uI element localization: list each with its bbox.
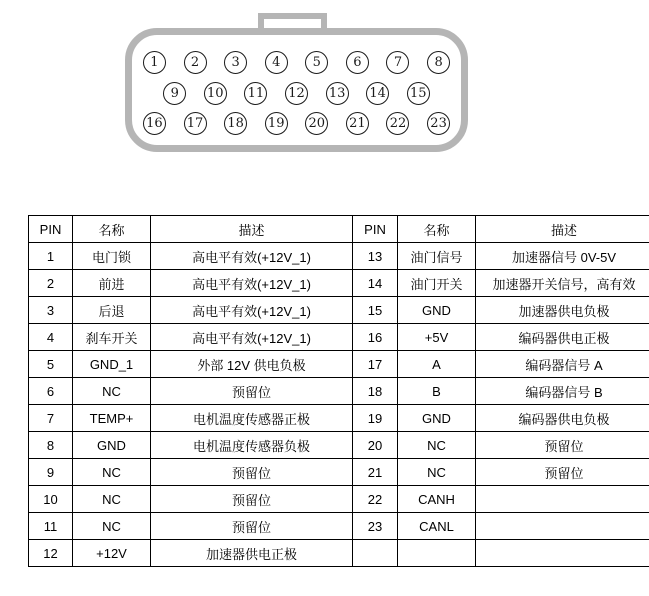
- table-cell: 加速器供电正极: [151, 540, 353, 567]
- table-cell: NC: [73, 513, 151, 540]
- table-cell: 预留位: [476, 432, 649, 459]
- table-cell: NC: [73, 459, 151, 486]
- table-cell: 16: [353, 324, 398, 351]
- header-pin-right: PIN: [353, 216, 398, 243]
- connector-diagram: [0, 0, 649, 180]
- pin-circle-11: 11: [244, 82, 267, 105]
- pin-circle-1: 1: [143, 51, 166, 74]
- table-cell: 9: [29, 459, 73, 486]
- table-cell: 14: [353, 270, 398, 297]
- table-row: [29, 351, 649, 378]
- table-cell: 23: [353, 513, 398, 540]
- table-cell: [398, 540, 476, 567]
- table-cell: NC: [73, 378, 151, 405]
- table-cell: CANH: [398, 486, 476, 513]
- table-cell: 后退: [73, 297, 151, 324]
- table-row: [29, 486, 649, 513]
- table-cell: [353, 540, 398, 567]
- table-cell: 加速器开关信号，高有效: [476, 270, 649, 297]
- table-cell: 预留位: [151, 459, 353, 486]
- table-cell: 21: [353, 459, 398, 486]
- table-cell: 3: [29, 297, 73, 324]
- table-row: [29, 297, 649, 324]
- table-cell: 5: [29, 351, 73, 378]
- table-cell: 前进: [73, 270, 151, 297]
- header-name-right: 名称: [398, 216, 476, 243]
- pinout-table: [28, 215, 649, 567]
- table-cell: 19: [353, 405, 398, 432]
- table-cell: 20: [353, 432, 398, 459]
- pin-circle-13: 13: [326, 82, 349, 105]
- pin-row-top: [132, 51, 461, 74]
- table-cell: B: [398, 378, 476, 405]
- table-row: [29, 405, 649, 432]
- table-cell: 预留位: [151, 513, 353, 540]
- table-cell: 电机温度传感器负极: [151, 432, 353, 459]
- table-cell: +12V: [73, 540, 151, 567]
- table-cell: 电机温度传感器正极: [151, 405, 353, 432]
- table-cell: GND: [73, 432, 151, 459]
- pin-circle-6: 6: [346, 51, 369, 74]
- pin-circle-4: 4: [265, 51, 288, 74]
- pin-circle-19: 19: [265, 112, 288, 135]
- table-row: [29, 432, 649, 459]
- table-cell: 预留位: [151, 378, 353, 405]
- table-row: [29, 270, 649, 297]
- table-cell: 高电平有效(+12V_1): [151, 270, 353, 297]
- table-cell: 11: [29, 513, 73, 540]
- table-cell: 13: [353, 243, 398, 270]
- header-desc-right: 描述: [476, 216, 649, 243]
- table-header-row: [29, 216, 649, 243]
- table-row: [29, 459, 649, 486]
- table-row: [29, 378, 649, 405]
- table-cell: 加速器信号 0V-5V: [476, 243, 649, 270]
- table-cell: +5V: [398, 324, 476, 351]
- table-cell: 12: [29, 540, 73, 567]
- pin-circle-8: 8: [427, 51, 450, 74]
- table-cell: 预留位: [476, 459, 649, 486]
- table-cell: 编码器信号 B: [476, 378, 649, 405]
- table-cell: NC: [398, 432, 476, 459]
- table-cell: 15: [353, 297, 398, 324]
- pin-circle-12: 12: [285, 82, 308, 105]
- table-row: [29, 540, 649, 567]
- table-cell: 高电平有效(+12V_1): [151, 243, 353, 270]
- pin-circle-3: 3: [224, 51, 247, 74]
- table-cell: NC: [398, 459, 476, 486]
- table-cell: [476, 513, 649, 540]
- table-cell: GND: [398, 297, 476, 324]
- pin-circle-22: 22: [386, 112, 409, 135]
- table-cell: 加速器供电负极: [476, 297, 649, 324]
- connector-shell: [125, 28, 468, 152]
- pin-row-middle: [132, 82, 461, 105]
- pin-circle-14: 14: [366, 82, 389, 105]
- pin-circle-7: 7: [386, 51, 409, 74]
- header-pin-left: PIN: [29, 216, 73, 243]
- table-cell: 外部 12V 供电负极: [151, 351, 353, 378]
- table-cell: 高电平有效(+12V_1): [151, 324, 353, 351]
- table-cell: 编码器供电正极: [476, 324, 649, 351]
- table-cell: A: [398, 351, 476, 378]
- table-cell: CANL: [398, 513, 476, 540]
- table-row: [29, 324, 649, 351]
- table-cell: TEMP+: [73, 405, 151, 432]
- table-cell: 17: [353, 351, 398, 378]
- table-cell: [476, 486, 649, 513]
- table-cell: 4: [29, 324, 73, 351]
- table-cell: 8: [29, 432, 73, 459]
- pin-circle-18: 18: [224, 112, 247, 135]
- header-name-left: 名称: [73, 216, 151, 243]
- pin-circle-15: 15: [407, 82, 430, 105]
- table-row: [29, 513, 649, 540]
- pin-circle-16: 16: [143, 112, 166, 135]
- pin-circle-10: 10: [204, 82, 227, 105]
- table-cell: 预留位: [151, 486, 353, 513]
- table-cell: 编码器信号 A: [476, 351, 649, 378]
- pin-circle-23: 23: [427, 112, 450, 135]
- table-cell: 18: [353, 378, 398, 405]
- table-cell: 7: [29, 405, 73, 432]
- table-cell: 6: [29, 378, 73, 405]
- table-row: [29, 243, 649, 270]
- pin-circle-2: 2: [184, 51, 207, 74]
- table-cell: 高电平有效(+12V_1): [151, 297, 353, 324]
- table-cell: 10: [29, 486, 73, 513]
- table-cell: 1: [29, 243, 73, 270]
- header-desc-left: 描述: [151, 216, 353, 243]
- table-cell: 刹车开关: [73, 324, 151, 351]
- pin-circle-9: 9: [163, 82, 186, 105]
- pin-circle-5: 5: [305, 51, 328, 74]
- table-cell: 2: [29, 270, 73, 297]
- table-cell: GND: [398, 405, 476, 432]
- table-cell: 电门锁: [73, 243, 151, 270]
- table-cell: [476, 540, 649, 567]
- pin-circle-21: 21: [346, 112, 369, 135]
- table-cell: 编码器供电负极: [476, 405, 649, 432]
- table-cell: GND_1: [73, 351, 151, 378]
- table-cell: 22: [353, 486, 398, 513]
- pin-circle-17: 17: [184, 112, 207, 135]
- table-cell: NC: [73, 486, 151, 513]
- table-body: [29, 243, 649, 567]
- table-cell: 油门信号: [398, 243, 476, 270]
- pin-row-bottom: [132, 112, 461, 135]
- pin-circle-20: 20: [305, 112, 328, 135]
- table-cell: 油门开关: [398, 270, 476, 297]
